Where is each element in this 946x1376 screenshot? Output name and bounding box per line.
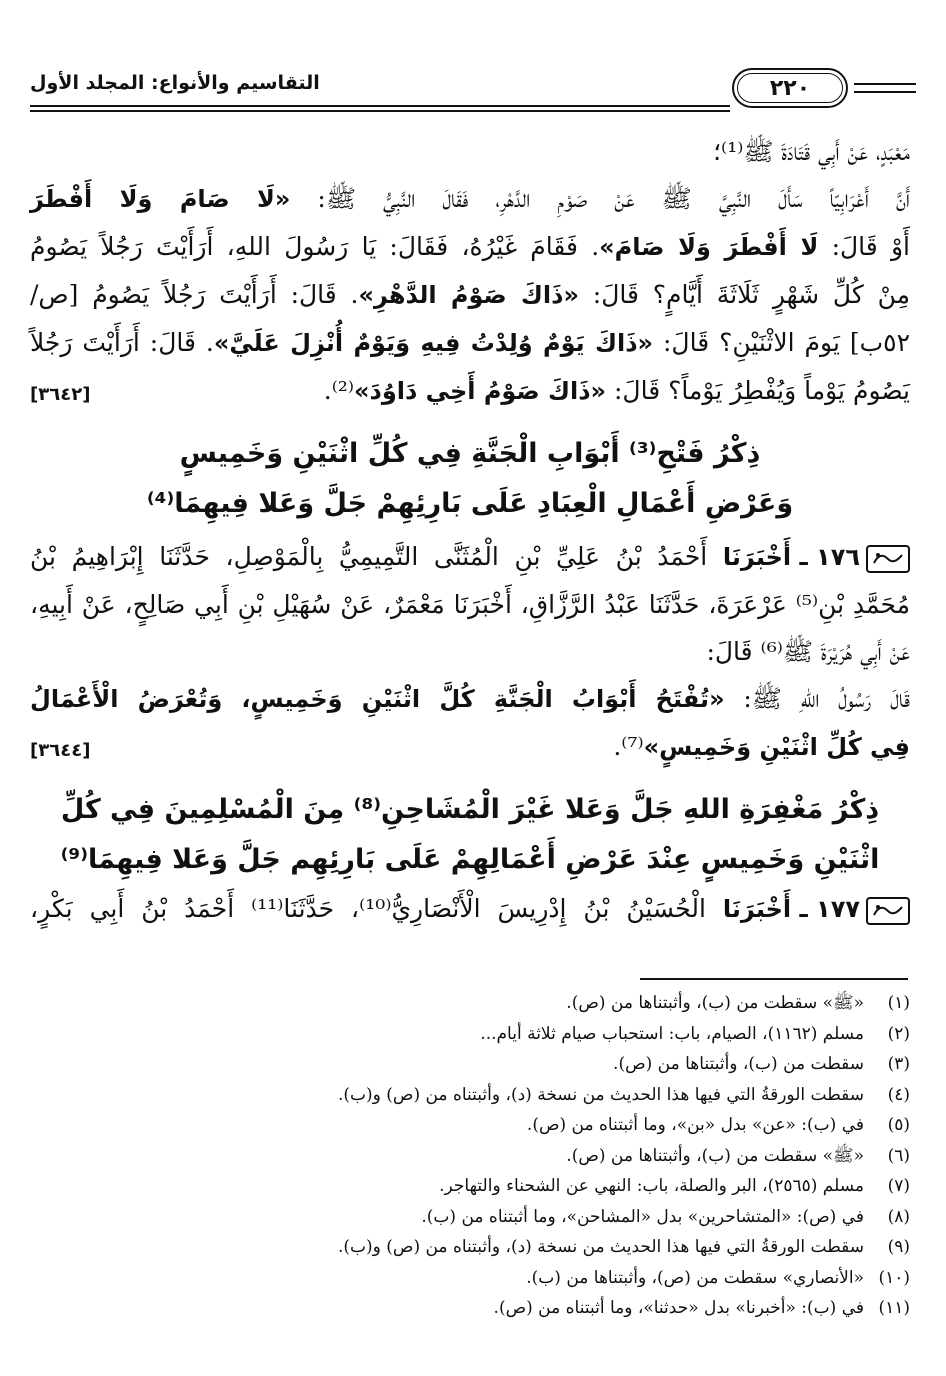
footnote-text: مسلم (٢٥٦٥)، البر والصلة، باب: النهي عن الشحناء والتهاجر. — [439, 1176, 864, 1196]
footnote — [60, 1171, 910, 1202]
footnote — [60, 1080, 910, 1111]
footnote-number: (٧) — [887, 1176, 910, 1196]
prophetic-quote: لَا أَفْطَرَ وَلَا صَامَ» — [599, 233, 819, 261]
text-line — [30, 581, 910, 628]
footnote — [60, 1263, 910, 1294]
footnote-text: في (ب): «أخبرنا» بدل «حدثنا»، وما أثبتناه من (ص). — [493, 1298, 864, 1318]
hadith-number: ١٧٧ ـ أَخْبَرَنَا — [722, 895, 860, 923]
footnote-number: (٥) — [887, 1115, 910, 1135]
text-line — [30, 367, 910, 415]
text-run: أَنَّ أَعْرَابِيّاً سَأَلَ النَّبِيَّ ﷺ عَنْ صَوْمِ الدَّهْرِ، فَقَالَ النَّبِيُّ ﷺ: — [290, 184, 910, 213]
section-heading: ذِكْرُ مَغْفِرَةِ اللهِ جَلَّ وَعَلا غَيْرَ الْمُشَاحِنِ⁽⁸⁾ مِنَ الْمُسْلِمِينَ فِي كُلِّ — [60, 794, 880, 825]
footnote-text: «ﷺ» سقطت من (ب)، وأثبتناها من (ص). — [566, 1145, 864, 1166]
prophetic-quote: «ذَاكَ صَوْمُ الدَّهْرِ» — [358, 281, 579, 309]
text-run: عَنْ أَبِي هُرَيْرَةَ ﷺ⁽⁶⁾ قَالَ: — [706, 637, 910, 666]
text-line — [30, 885, 910, 933]
footnote — [60, 1110, 910, 1141]
section-heading: اثْنَيْنِ وَخَمِيسٍ عِنْدَ عَرْضِ أَعْمَالِهِمْ عَلَى بَارِئِهِم جَلَّ وَعَلا فِيهِمَا⁽⁹⁾ — [60, 844, 880, 875]
text-line — [30, 628, 910, 675]
footnote-number: (٢) — [887, 1023, 910, 1044]
footnote-number: (٨) — [887, 1206, 910, 1227]
header-rule — [30, 105, 730, 107]
text-line — [30, 223, 910, 271]
footnote-text: في (ب): «عن» بدل «بن»، وما أثبتناه من (ص). — [526, 1115, 864, 1135]
footnotes — [60, 988, 910, 1324]
text-line — [30, 271, 910, 319]
footnote-text: سقطت من (ب)، وأثبتناها من (ص). — [613, 1054, 864, 1074]
footnote-text: «الأنصاري» سقطت من (ص)، وأثبتناها من (ب). — [526, 1267, 864, 1288]
text-run: أَحْمَدُ بْنُ عَلِيِّ بْنِ الْمُثَنَّى التَّمِيمِيُّ بِالْمَوْصِلِ، حَدَّثَنَا إِبْرَاهِيمُ بْنُ — [30, 542, 723, 571]
text-run: مِنْ كُلِّ شَهْرٍ ثَلَاثَةَ أَيَّامٍ؟ قَالَ: — [578, 280, 910, 309]
text-line — [30, 675, 910, 723]
text-line — [30, 533, 910, 581]
footnote-text: سقطت الورقةُ التي فيها هذا الحديث من نسخة (د)، وأثبتناه من (ص) و(ب). — [337, 1237, 864, 1257]
hadith-number: ١٧٦ ـ أَخْبَرَنَا — [722, 543, 860, 571]
prophetic-quote: «ذَاكَ صَوْمُ أَخِي دَاوُدَ» — [354, 377, 607, 405]
footnote-number: (١) — [887, 993, 910, 1013]
header-ornament-line — [854, 91, 916, 93]
prophetic-quote: «ذَاكَ يَوْمٌ وُلِدْتُ فِيهِ وَيَوْمٌ أُنْزِلَ عَلَيَّ» — [213, 329, 654, 357]
page-header — [30, 66, 916, 116]
text-run: الْحُسَيْنُ بْنُ إِدْرِيسَ الْأَنْصَارِيُّ⁽¹⁰⁾، حَدَّثَنَا⁽¹¹⁾ أَحْمَدُ بْنُ أَبِي بَكْرٍ، — [30, 894, 723, 923]
page-number: ٢٢٠ — [769, 75, 811, 101]
footnote-number: (٤) — [887, 1084, 910, 1105]
section-heading: وَعَرْضِ أَعْمَالِ الْعِبَادِ عَلَى بَارِئِهِمْ جَلَّ وَعَلا فِيهِمَا⁽⁴⁾ — [146, 488, 794, 519]
hadith-marker-icon — [866, 545, 910, 573]
text-run: مَعْبَدٍ، عَنْ أَبِي قَتَادَةَ ﷺ⁽¹⁾؛ — [713, 137, 910, 166]
text-line — [30, 175, 910, 223]
footnote-number: (١١) — [878, 1298, 910, 1318]
footnote-text: «ﷺ» سقطت من (ب)، وأثبتناها من (ص). — [566, 993, 864, 1013]
section-heading: ذِكْرُ فَتْحِ⁽³⁾ أَبْوَابِ الْجَنَّةِ فِي كُلِّ اثْنَيْنِ وَخَمِيسٍ — [179, 438, 761, 469]
text-line — [30, 319, 910, 367]
footnote — [60, 1202, 910, 1233]
footnote-separator — [640, 978, 908, 980]
text-line — [30, 128, 910, 175]
header-ornament-line — [854, 83, 916, 85]
text-run: أَوْ قَالَ: — [818, 232, 910, 261]
footnote-marker: ⁽²⁾. — [323, 376, 355, 405]
footnote — [60, 1049, 910, 1080]
footnote — [60, 988, 910, 1019]
text-run: . قَالَ: أَرَأَيْتَ رَجُلاً يَصُومُ [ص/ — [30, 280, 359, 309]
footnote-marker: ⁽⁷⁾. — [613, 732, 644, 761]
page-number-frame — [732, 68, 848, 108]
footnote — [60, 1232, 910, 1263]
footnote-number: (٩) — [887, 1237, 910, 1257]
reference-number: [٣٦٤٢] — [30, 384, 91, 405]
prophetic-quote: «تُفْتَحُ أَبْوَابُ الْجَنَّةِ كُلَّ اثْنَيْنِ وَخَمِيسٍ، وَتُعْرَضُ الْأَعْمَالُ — [30, 685, 725, 713]
footnote-number: (٦) — [887, 1145, 910, 1166]
prophetic-quote: «لَا صَامَ وَلَا أَفْطَرَ — [30, 185, 291, 213]
footnote-number: (١٠) — [878, 1267, 910, 1288]
footnote — [60, 1293, 910, 1324]
hadith-marker-icon — [866, 897, 910, 925]
text-line — [30, 723, 910, 771]
footnote — [60, 1019, 910, 1050]
running-title: التقاسيم والأنواع: المجلد الأول — [30, 72, 320, 94]
header-rule — [30, 110, 730, 112]
footnote-text: مسلم (١١٦٢)، الصيام، باب: استحباب صيام ثلاثة أيام... — [480, 1023, 864, 1044]
text-run: ٥٢ب] يَومَ الاثْنَيْنِ؟ قَالَ: — [653, 328, 910, 357]
text-run: . قَالَ: أَرَأَيْتَ رَجُلاً — [30, 328, 214, 357]
reference-number: [٣٦٤٤] — [30, 740, 91, 761]
text-run: يَصُومُ يَوْماً وَيُفْطِرُ يَوْماً؟ قَالَ: — [606, 376, 910, 405]
prophetic-quote: فِي كُلِّ اثْنَيْنِ وَخَمِيسٍ» — [643, 733, 910, 761]
text-run: . فَقَامَ غَيْرُهُ، فَقَالَ: يَا رَسُولَ اللهِ، أَرَأَيْتَ رَجُلاً يَصُومُ — [30, 232, 600, 261]
footnote-text: في (ص): «المتشاحرين» بدل «المشاحن»، وما أثبتناه من (ب). — [421, 1206, 864, 1227]
footnote-text: سقطت الورقةُ التي فيها هذا الحديث من نسخة (د)، وأثبتناه من (ص) و(ب). — [337, 1084, 864, 1105]
main-text — [30, 128, 910, 933]
text-run: قَالَ رَسُولُ اللهِ ﷺ: — [724, 684, 911, 713]
text-run: مُحَمَّدِ بْنِ⁽⁵⁾ عَرْعَرَةَ، حَدَّثَنَا عَبْدُ الرَّزَّاقِ، أَخْبَرَنَا مَعْمَرٌ، عَنْ سُهَيْلِ بْنِ أَبِي صَالِحٍ، عَنْ أَبِيهِ، — [30, 590, 911, 619]
footnote-number: (٣) — [887, 1054, 910, 1074]
footnote — [60, 1141, 910, 1172]
